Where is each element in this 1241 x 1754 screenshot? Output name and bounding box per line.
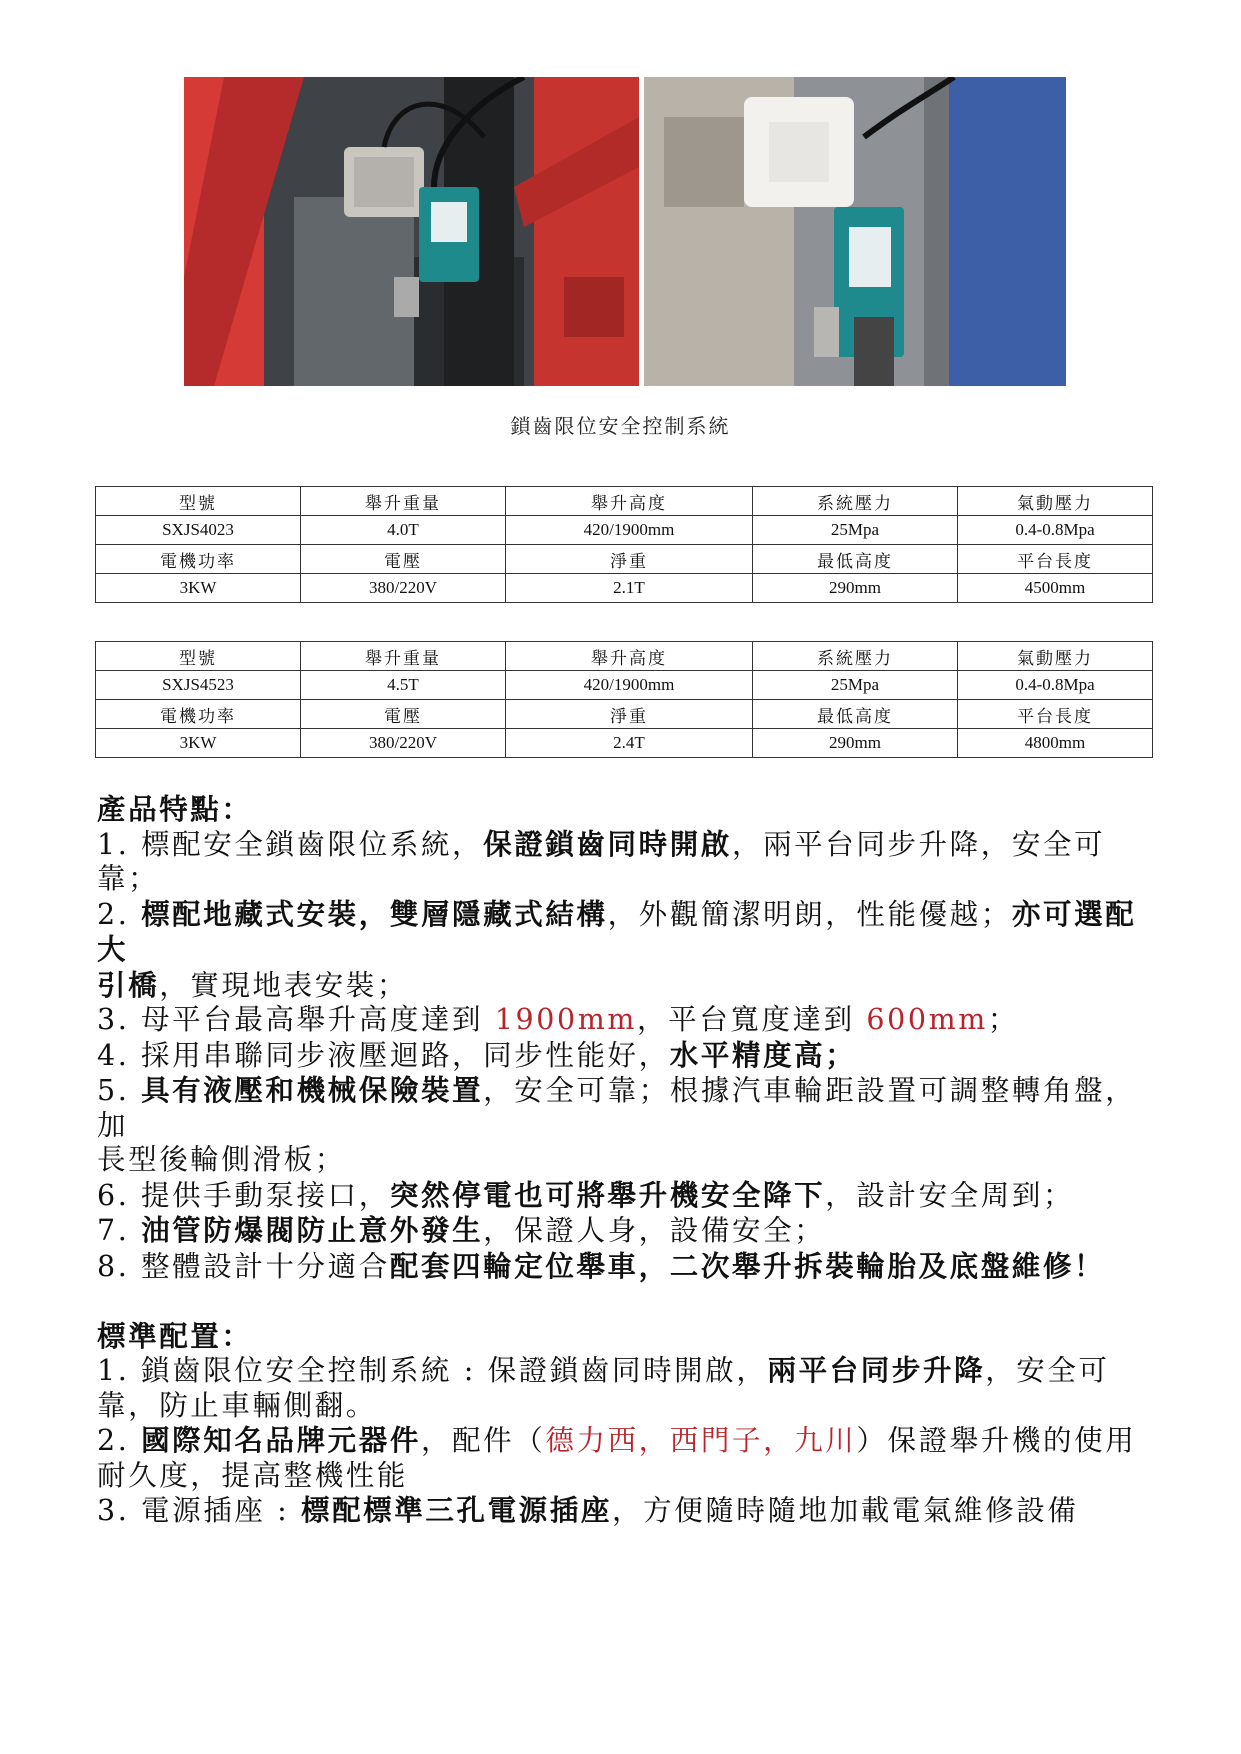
config-item-c1 bbox=[97, 1353, 1157, 1423]
table-cell: 290mm bbox=[753, 574, 958, 603]
table-cell: 380/220V bbox=[301, 574, 506, 603]
red-text: 600mm bbox=[866, 1003, 988, 1036]
table-cell: 氣動壓力 bbox=[958, 487, 1153, 516]
table-cell: 0.4-0.8Mpa bbox=[958, 671, 1153, 700]
text-run: 1. 標配安全鎖齒限位系統， bbox=[97, 827, 484, 861]
table-cell: 4500mm bbox=[958, 574, 1153, 603]
text-run: 3. 母平台最高舉升高度達到 bbox=[97, 1003, 495, 1036]
product-photo bbox=[184, 77, 1066, 386]
feature-f2 bbox=[97, 897, 1157, 968]
table-row bbox=[96, 545, 1153, 574]
text-run: 6. 提供手動泵接口， bbox=[97, 1178, 390, 1212]
table-cell: 2.1T bbox=[506, 574, 753, 603]
table-row bbox=[96, 487, 1153, 516]
table-cell: 淨重 bbox=[506, 700, 753, 729]
table-cell: 2.4T bbox=[506, 729, 753, 758]
table-cell: 平台長度 bbox=[958, 700, 1153, 729]
red-text: 1900mm bbox=[494, 1003, 637, 1036]
table-cell: 系統壓力 bbox=[753, 487, 958, 516]
text-run: ； bbox=[987, 1003, 1019, 1036]
feature-f3 bbox=[97, 1003, 1157, 1038]
table-cell: 電壓 bbox=[301, 700, 506, 729]
bold-text: 突然停電也可將舉升機安全降下 bbox=[389, 1177, 826, 1212]
limit-switch-photo-icon bbox=[184, 77, 1066, 386]
table-cell: 淨重 bbox=[506, 545, 753, 574]
feature-f5b bbox=[97, 1143, 1157, 1178]
config-list bbox=[97, 1353, 1157, 1529]
text-run: ）保證舉升機的使用耐久度，提高整機性能 bbox=[97, 1424, 1137, 1492]
table-cell: 電機功率 bbox=[96, 545, 301, 574]
feature-f1 bbox=[97, 827, 1157, 897]
table-cell: 380/220V bbox=[301, 729, 506, 758]
bold-text: 油管防爆閥防止意外發生 bbox=[141, 1213, 484, 1247]
table-cell: 4.5T bbox=[301, 671, 506, 700]
bold-text: 引橋 bbox=[97, 967, 160, 1002]
feature-f2b bbox=[97, 968, 1157, 1004]
text-run: 8. 整體設計十分適合 bbox=[97, 1249, 390, 1283]
bold-text: 亦可選配大 bbox=[97, 896, 1137, 966]
table-cell: SXJS4023 bbox=[96, 516, 301, 545]
bold-text: 具有液壓和機械保險裝置 bbox=[141, 1073, 484, 1107]
table-cell: 舉升重量 bbox=[301, 487, 506, 516]
bold-text: 水平精度高； bbox=[669, 1037, 857, 1072]
text-run: ，設計安全周到； bbox=[825, 1178, 1075, 1212]
table-cell: 最低高度 bbox=[753, 545, 958, 574]
table-cell: 0.4-0.8Mpa bbox=[958, 516, 1153, 545]
text-run: 2. bbox=[97, 897, 142, 931]
text-run: 7. bbox=[97, 1214, 142, 1247]
bold-text: 兩平台同步升降 bbox=[767, 1353, 986, 1387]
table-cell: 3KW bbox=[96, 574, 301, 603]
bold-text: 標配標準三孔電源插座 bbox=[300, 1493, 612, 1527]
bold-text: 保證鎖齒同時開啟 bbox=[483, 826, 732, 861]
table-cell: 電機功率 bbox=[96, 700, 301, 729]
text-run: ，安全可靠，防止車輛側翻。 bbox=[97, 1354, 1110, 1422]
table-cell: 3KW bbox=[96, 729, 301, 758]
table-cell: 290mm bbox=[753, 729, 958, 758]
table-cell: 電壓 bbox=[301, 545, 506, 574]
table-row bbox=[96, 516, 1153, 545]
bold-text: 國際知名品牌元器件 bbox=[141, 1423, 421, 1457]
text-run: ，安全可靠；根據汽車輪距設置可調整轉角盤，加 bbox=[97, 1074, 1137, 1142]
table-cell: 型號 bbox=[96, 642, 301, 671]
product-description bbox=[97, 792, 1157, 1529]
text-run: 4. 採用串聯同步液壓迴路，同步性能好， bbox=[97, 1038, 670, 1072]
red-text: 德力西，西門子，九川 bbox=[545, 1424, 857, 1457]
feature-f5 bbox=[97, 1073, 1157, 1143]
config-item-c3 bbox=[97, 1493, 1157, 1529]
feature-f8 bbox=[97, 1249, 1157, 1285]
text-run: ，兩平台同步升降，安全可靠； bbox=[97, 827, 1106, 895]
text-run: 2. bbox=[97, 1424, 142, 1457]
table-row bbox=[96, 700, 1153, 729]
text-run: ，方便隨時隨地加載電氣維修設備 bbox=[612, 1494, 1079, 1527]
config-item-c2 bbox=[97, 1423, 1157, 1493]
photo-caption: 鎖齒限位安全控制系統 bbox=[510, 414, 731, 438]
features-heading: 產品特點： bbox=[97, 792, 253, 826]
table-row bbox=[96, 574, 1153, 603]
table-row bbox=[96, 642, 1153, 671]
feature-f4 bbox=[97, 1038, 1157, 1074]
text-run: 5. bbox=[97, 1074, 142, 1107]
bold-text: 配套四輪定位舉車，二次舉升拆裝輪胎及底盤維修！ bbox=[389, 1248, 1106, 1283]
table-cell: 舉升高度 bbox=[506, 487, 753, 516]
table-cell: 舉升高度 bbox=[506, 642, 753, 671]
feature-f6 bbox=[97, 1178, 1157, 1214]
table-cell: 平台長度 bbox=[958, 545, 1153, 574]
table-cell: 最低高度 bbox=[753, 700, 958, 729]
table-row bbox=[96, 671, 1153, 700]
table-cell: 25Mpa bbox=[753, 671, 958, 700]
text-run: 長型後輪側滑板； bbox=[97, 1143, 346, 1176]
table-row bbox=[96, 729, 1153, 758]
spec-table-sxjs4023 bbox=[95, 486, 1153, 603]
table-cell: 4800mm bbox=[958, 729, 1153, 758]
text-run: 3. 電源插座 : bbox=[97, 1494, 301, 1527]
table-cell: 4.0T bbox=[301, 516, 506, 545]
features-list bbox=[97, 827, 1157, 1285]
feature-f7 bbox=[97, 1213, 1157, 1249]
text-run: 1. 鎖齒限位安全控制系統 : 保證鎖齒同時開啟， bbox=[97, 1354, 768, 1387]
table-cell: 420/1900mm bbox=[506, 516, 753, 545]
text-run: ，配件（ bbox=[420, 1424, 546, 1457]
text-run: ，實現地表安裝； bbox=[159, 968, 409, 1002]
text-run: ，外觀簡潔明朗，性能優越； bbox=[607, 897, 1012, 931]
table-cell: 氣動壓力 bbox=[958, 642, 1153, 671]
table-cell: 420/1900mm bbox=[506, 671, 753, 700]
table-cell: 25Mpa bbox=[753, 516, 958, 545]
config-heading: 標準配置： bbox=[97, 1318, 253, 1353]
table-cell: SXJS4523 bbox=[96, 671, 301, 700]
bold-text: 標配地藏式安裝，雙層隱藏式結構 bbox=[141, 896, 608, 931]
table-cell: 系統壓力 bbox=[753, 642, 958, 671]
text-run: ，保證人身，設備安全； bbox=[483, 1214, 826, 1247]
table-cell: 舉升重量 bbox=[301, 642, 506, 671]
spec-table-sxjs4523 bbox=[95, 641, 1153, 758]
text-run: ，平台寬度達到 bbox=[637, 1003, 867, 1036]
table-cell: 型號 bbox=[96, 487, 301, 516]
